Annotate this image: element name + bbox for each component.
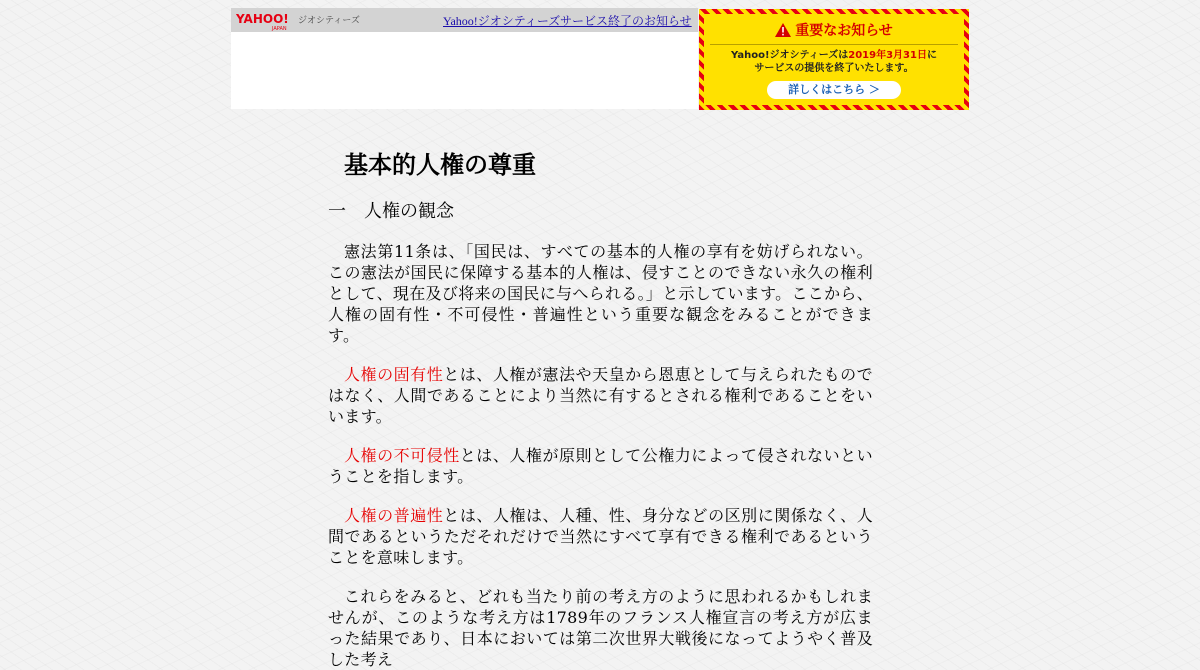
service-end-link[interactable]: Yahoo!ジオシティーズサービス終了のお知らせ bbox=[443, 14, 692, 28]
term-inherence: 人権の固有性 bbox=[344, 365, 444, 384]
yahoo-logo-icon[interactable] bbox=[236, 11, 296, 31]
paragraph-inviolability-text: とは、人権が原則として公権力によって侵されないということを指します。 bbox=[328, 446, 873, 486]
term-universality: 人権の普遍性 bbox=[344, 506, 444, 525]
notice-message bbox=[704, 49, 964, 75]
service-name: ジオシティーズ bbox=[298, 16, 360, 26]
yahoo-logo-text: YAHOO! bbox=[236, 12, 289, 26]
notice-panel bbox=[704, 14, 964, 105]
article bbox=[328, 150, 873, 670]
paragraph-inviolability bbox=[328, 445, 873, 487]
notice-line1-prefix: Yahoo!ジオシティーズは bbox=[731, 50, 849, 61]
geocities-banner bbox=[231, 8, 698, 109]
paragraph-inherence bbox=[328, 364, 873, 427]
paragraph-inherence-text: とは、人権が憲法や天皇から恩恵として与えられたものではなく、人間であることにより当然に有するとされる権利であることをいいます。 bbox=[328, 365, 873, 426]
paragraph-universality bbox=[328, 505, 873, 568]
paragraph-universality-text: とは、人権は、人種、性、身分などの区別に関係なく、人間であるというただそれだけで当然にすべて享有できる権利であるということを意味します。 bbox=[328, 506, 873, 567]
notice-title-row bbox=[710, 20, 958, 45]
page-title: 基本的人権の尊重 bbox=[344, 151, 536, 179]
notice-title: 重要なお知らせ bbox=[795, 23, 893, 39]
warning-icon bbox=[775, 23, 791, 37]
section-heading: 一 人権の観念 bbox=[328, 201, 454, 222]
notice-end-date: 2019年3月31日 bbox=[848, 50, 927, 61]
paragraph-constitution-article-11: 憲法第11条は、「国民は、すべての基本的人権の享有を妨げられない。この憲法が国民に保障する基本的人権は、侵すことのできない永久の権利として、現在及び将来の国民に与へられる。」と示しています。ここから、人権の固有性・不可侵性・普遍性という重要な観念をみることができます。 bbox=[328, 242, 873, 345]
notice-line2: サービスの提供を終了いたします。 bbox=[754, 63, 914, 74]
important-notice-banner[interactable] bbox=[699, 9, 969, 110]
notice-line1-suffix: に bbox=[926, 50, 937, 61]
details-button[interactable]: 詳しくはこちら ＞ bbox=[767, 81, 901, 99]
paragraph-history: これらをみると、どれも当たり前の考え方のように思われるかもしれませんが、このような考え方は1789年のフランス人権宣言の考え方が広まった結果であり、日本においては第二次世界大戦後になってようやく普及した考え bbox=[328, 587, 873, 669]
geocities-header-bar bbox=[231, 8, 698, 32]
term-inviolability: 人権の不可侵性 bbox=[344, 446, 460, 465]
yahoo-logo-sub: JAPAN bbox=[272, 26, 287, 31]
